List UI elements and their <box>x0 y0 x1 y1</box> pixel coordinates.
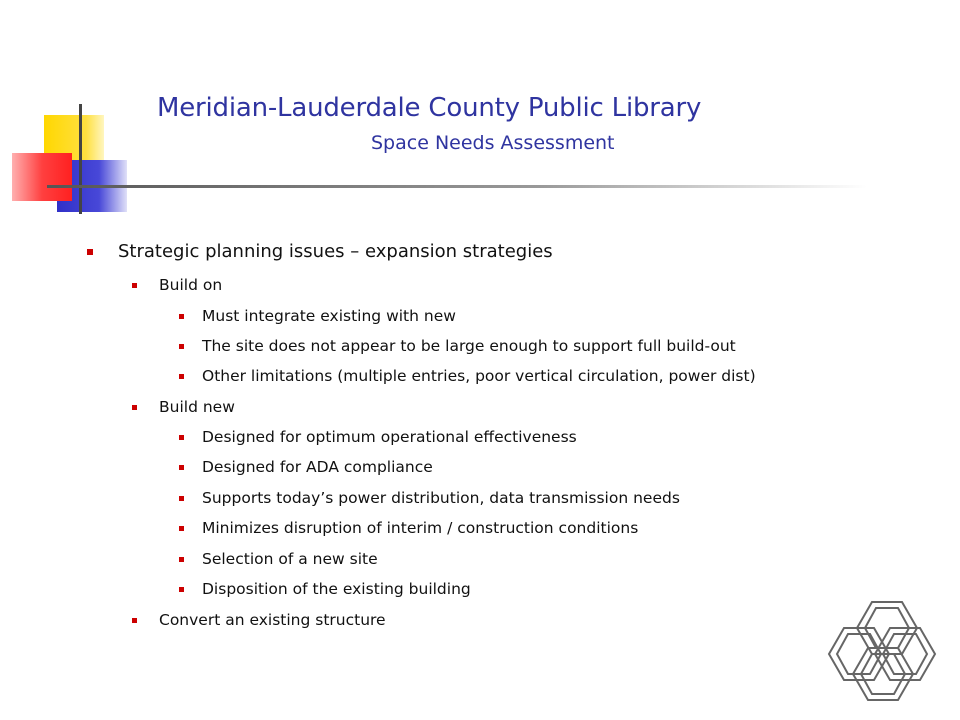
slide-subtitle: Space Needs Assessment <box>371 132 615 154</box>
bullet-text: Convert an existing structure <box>159 611 386 629</box>
bullet-marker <box>179 435 184 440</box>
bullet-marker <box>132 618 137 623</box>
bullet-marker <box>132 283 137 288</box>
bullet-level3 <box>202 428 577 446</box>
slide-title: Meridian-Lauderdale County Public Library <box>157 93 702 123</box>
bullet-text: The site does not appear to be large enough to support full build-out <box>202 337 736 355</box>
bullet-marker <box>179 557 184 562</box>
bullet-level3 <box>202 307 456 325</box>
bullet-level3 <box>202 458 433 476</box>
bullet-level2 <box>159 398 235 416</box>
bullet-level3 <box>202 519 638 537</box>
bullet-level3 <box>202 367 756 385</box>
bullet-text: Other limitations (multiple entries, poor vertical circulation, power dist) <box>202 367 756 385</box>
bullet-text: Disposition of the existing building <box>202 580 471 598</box>
bullet-level3 <box>202 580 471 598</box>
bullet-marker <box>179 314 184 319</box>
bullet-marker <box>179 344 184 349</box>
bullet-text: Supports today’s power distribution, data transmission needs <box>202 489 680 507</box>
bullet-marker <box>179 496 184 501</box>
bullet-text: Must integrate existing with new <box>202 307 456 325</box>
bullet-text: Minimizes disruption of interim / construction conditions <box>202 519 639 537</box>
bullet-marker <box>87 249 93 255</box>
bullet-marker <box>179 526 184 531</box>
bullet-text: Strategic planning issues – expansion strategies <box>118 241 553 262</box>
bullet-marker <box>179 374 184 379</box>
bullet-level2 <box>159 276 222 294</box>
bullet-level1 <box>118 241 553 262</box>
hexagon-logo <box>824 600 940 702</box>
bullet-text: Build on <box>159 276 223 294</box>
bullet-marker <box>179 465 184 470</box>
bullet-level3 <box>202 489 680 507</box>
bullet-level3 <box>202 550 378 568</box>
bullet-text: Designed for ADA compliance <box>202 458 433 476</box>
bullet-level2 <box>159 611 386 629</box>
bullet-marker <box>179 587 184 592</box>
bullet-text: Build new <box>159 398 235 416</box>
bullet-level3 <box>202 337 736 355</box>
bullet-marker <box>132 405 137 410</box>
bullet-text: Designed for optimum operational effectiveness <box>202 428 577 446</box>
bullet-text: Selection of a new site <box>202 550 378 568</box>
